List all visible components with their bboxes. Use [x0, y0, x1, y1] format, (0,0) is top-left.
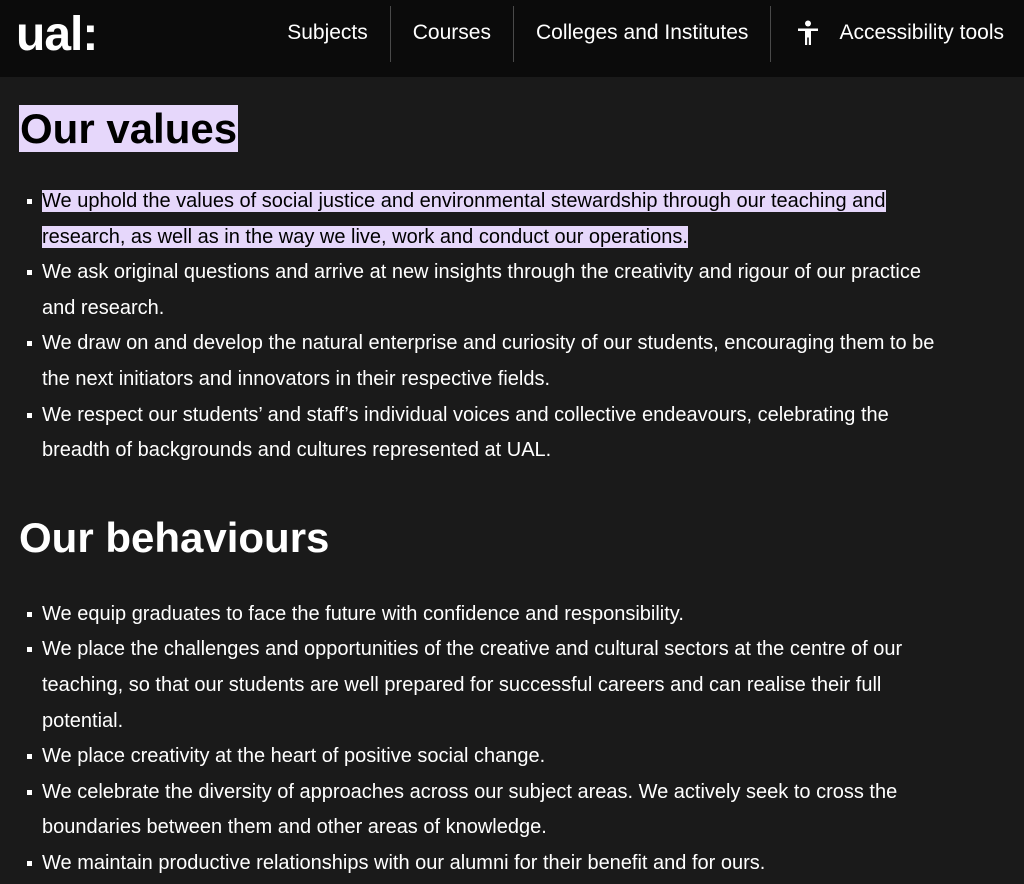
main-content — [19, 104, 979, 882]
values-heading — [19, 104, 979, 154]
list-item — [19, 184, 939, 255]
nav-item-courses[interactable]: Courses — [412, 21, 491, 44]
accessibility-tools-button[interactable] — [771, 0, 1024, 66]
accessibility-person-icon — [797, 20, 819, 46]
values-heading-text: Our values — [20, 105, 238, 152]
list-item: We place the challenges and opportunities of the creative and cultural sectors at the centre of our teaching, so that our students are well prepared for successful careers and can realise their full potential. — [19, 632, 939, 739]
behaviours-heading: Our behaviours — [19, 513, 330, 561]
main-nav — [265, 0, 1024, 77]
accessibility-tools-label: Accessibility tools — [839, 21, 1004, 44]
values-list — [19, 184, 979, 469]
site-header — [0, 0, 1024, 77]
list-item: We place creativity at the heart of positive social change. — [19, 739, 939, 775]
values-item-text-highlighted: We uphold the values of social justice and environmental stewardship through our teaching and research, as well as in the way we live, work and conduct our operations. — [42, 190, 886, 248]
list-item: We ask original questions and arrive at new insights through the creativity and rigour of our practice and research. — [19, 255, 939, 326]
list-item: We celebrate the diversity of approaches across our subject areas. We actively seek to cross the boundaries between them and other areas of knowledge. — [19, 775, 939, 846]
behaviours-section — [19, 513, 979, 882]
nav-item-colleges-and-institutes[interactable]: Colleges and Institutes — [535, 21, 749, 44]
behaviours-list — [19, 597, 979, 882]
list-item: We respect our students’ and staff’s individual voices and collective endeavours, celebrating the breadth of backgrounds and cultures represented at UAL. — [19, 398, 939, 469]
list-item: We maintain productive relationships with our alumni for their benefit and for ours. — [19, 846, 939, 882]
ual-logo[interactable]: ual: — [16, 8, 98, 61]
nav-item-subjects[interactable]: Subjects — [287, 21, 368, 44]
values-section — [19, 104, 979, 469]
list-item: We equip graduates to face the future with confidence and responsibility. — [19, 597, 939, 633]
list-item: We draw on and develop the natural enterprise and curiosity of our students, encouraging them to be the next initiators and innovators in their respective fields. — [19, 326, 939, 397]
